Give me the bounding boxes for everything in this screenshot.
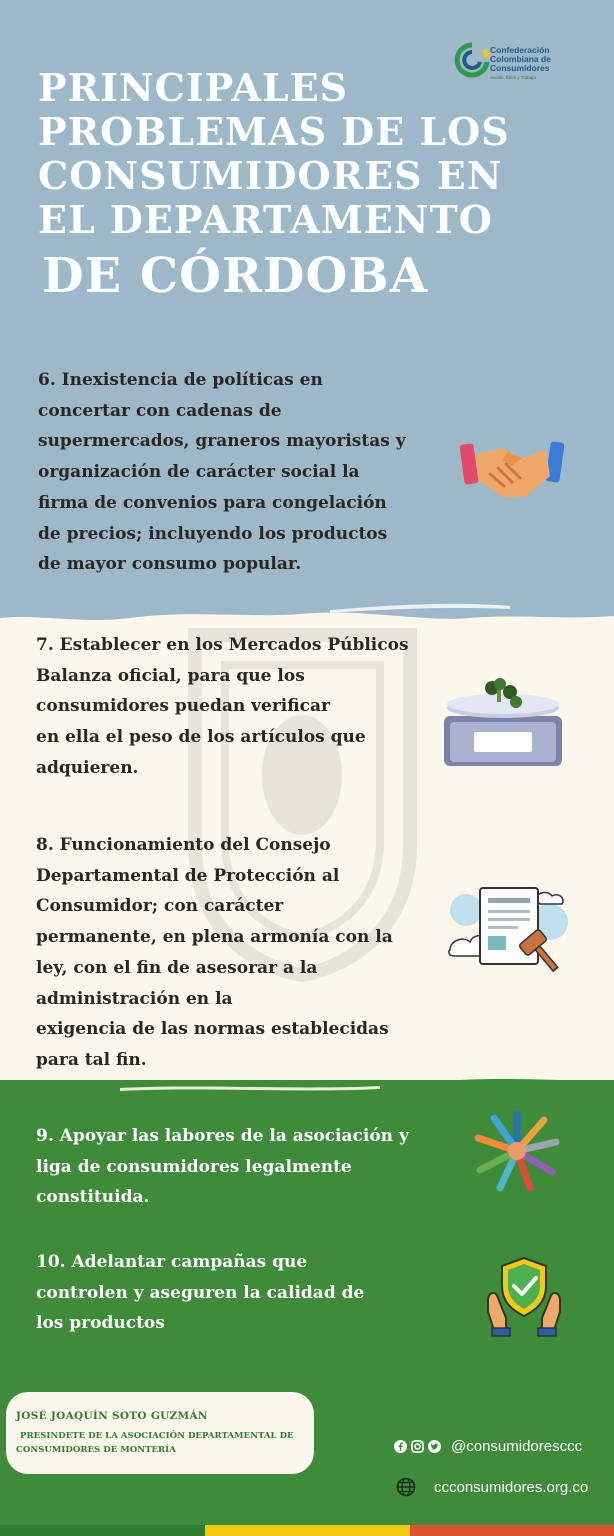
problem-item-7 bbox=[36, 630, 409, 784]
scale-icon bbox=[440, 676, 566, 770]
title-line-3: CONSUMIDORES EN bbox=[38, 153, 503, 198]
item-9-line: liga de consumidores legalmente bbox=[36, 1156, 352, 1177]
item-6-line: concertar con cadenas de bbox=[38, 400, 282, 421]
item-10-line: los productos bbox=[36, 1313, 165, 1334]
title-line-1: PRINCIPALES bbox=[38, 65, 349, 110]
item-6-line: 6. Inexistencia de políticas en bbox=[38, 370, 323, 390]
bottom-bar-green bbox=[0, 1525, 205, 1536]
item-8-line: Consumidor; con carácter bbox=[36, 896, 284, 917]
item-8-line: administración en la bbox=[36, 988, 233, 1009]
law-document-icon bbox=[446, 870, 570, 980]
instagram-icon[interactable] bbox=[411, 1440, 424, 1453]
problem-item-10 bbox=[36, 1247, 364, 1339]
website-link[interactable] bbox=[396, 1476, 588, 1498]
item-7-line: consumidores puedan verificar bbox=[36, 696, 330, 717]
facebook-icon[interactable] bbox=[394, 1440, 407, 1453]
problem-item-6 bbox=[38, 365, 406, 580]
item-10-line: controlen y aseguren la calidad de bbox=[36, 1282, 365, 1303]
item-7-line: Balanza oficial, para que los bbox=[36, 665, 305, 686]
title-line-4: EL DEPARTAMENTO bbox=[38, 197, 493, 242]
item-6-line: organización de carácter social la bbox=[38, 462, 360, 483]
item-6-line: de precios; incluyendo los productos bbox=[38, 523, 388, 544]
page-title bbox=[38, 66, 510, 306]
title-line-2: PROBLEMAS DE LOS bbox=[38, 109, 510, 154]
twitter-icon[interactable] bbox=[428, 1440, 441, 1453]
item-8-line: Departamental de Protección al bbox=[36, 865, 340, 886]
problem-item-8 bbox=[36, 830, 393, 1076]
logo-line-3: Consumidores bbox=[490, 63, 550, 73]
globe-icon bbox=[396, 1477, 416, 1497]
item-6-line: de mayor consumo popular. bbox=[38, 554, 302, 575]
social-handle[interactable]: @consumidoresccc bbox=[451, 1437, 583, 1455]
item-8-line: para tal fin. bbox=[36, 1049, 147, 1070]
logo-line-2: Colombiana de bbox=[490, 54, 551, 64]
quality-shield-icon bbox=[484, 1256, 564, 1338]
bottom-bar-orange bbox=[410, 1525, 614, 1536]
problem-item-9 bbox=[36, 1121, 409, 1213]
logo-tagline: Acción, Ética y Trabajo bbox=[490, 75, 536, 80]
logo-line-1: Confederación bbox=[490, 45, 550, 55]
social-links bbox=[394, 1436, 582, 1456]
item-10-line: 10. Adelantar campañas que bbox=[36, 1252, 308, 1272]
website-url[interactable]: ccconsumidores.org.co bbox=[434, 1478, 589, 1496]
item-9-line: constituida. bbox=[36, 1187, 150, 1208]
item-8-line: exigencia de las normas establecidas bbox=[36, 1019, 389, 1040]
signer-role-line-2: CONSUMIDORES DE MONTERÍA bbox=[16, 1445, 176, 1455]
item-6-line: supermercados, graneros mayoristas y bbox=[38, 431, 406, 452]
bottom-bar-yellow bbox=[205, 1525, 410, 1536]
signer-role-line-1: PRESINDETE DE LA ASOCIACIÓN DEPARTAMENTAL DE bbox=[20, 1431, 294, 1441]
united-hands-icon bbox=[472, 1110, 562, 1192]
handshake-icon bbox=[460, 436, 564, 506]
item-8-line: 8. Funcionamiento del Consejo bbox=[36, 835, 331, 855]
item-8-line: ley, con el fin de asesorar a la bbox=[36, 957, 318, 978]
title-line-5: DE CÓRDOBA bbox=[42, 248, 429, 304]
item-7-line: en ella el peso de los artículos que bbox=[36, 727, 366, 748]
item-6-line: firma de convenios para congelación bbox=[38, 492, 387, 513]
green-torn-edge bbox=[0, 1074, 614, 1104]
item-9-line: 9. Apoyar las labores de la asociación y bbox=[36, 1126, 409, 1146]
item-7-line: 7. Establecer en los Mercados Públicos bbox=[36, 635, 409, 655]
item-8-line: permanente, en plena armonía con la bbox=[36, 927, 393, 948]
signer-name: JOSÉ JOAQUÍN SOTO GUZMÁN bbox=[16, 1410, 208, 1422]
signature-card bbox=[6, 1392, 314, 1474]
item-7-line: adquieren. bbox=[36, 757, 139, 778]
